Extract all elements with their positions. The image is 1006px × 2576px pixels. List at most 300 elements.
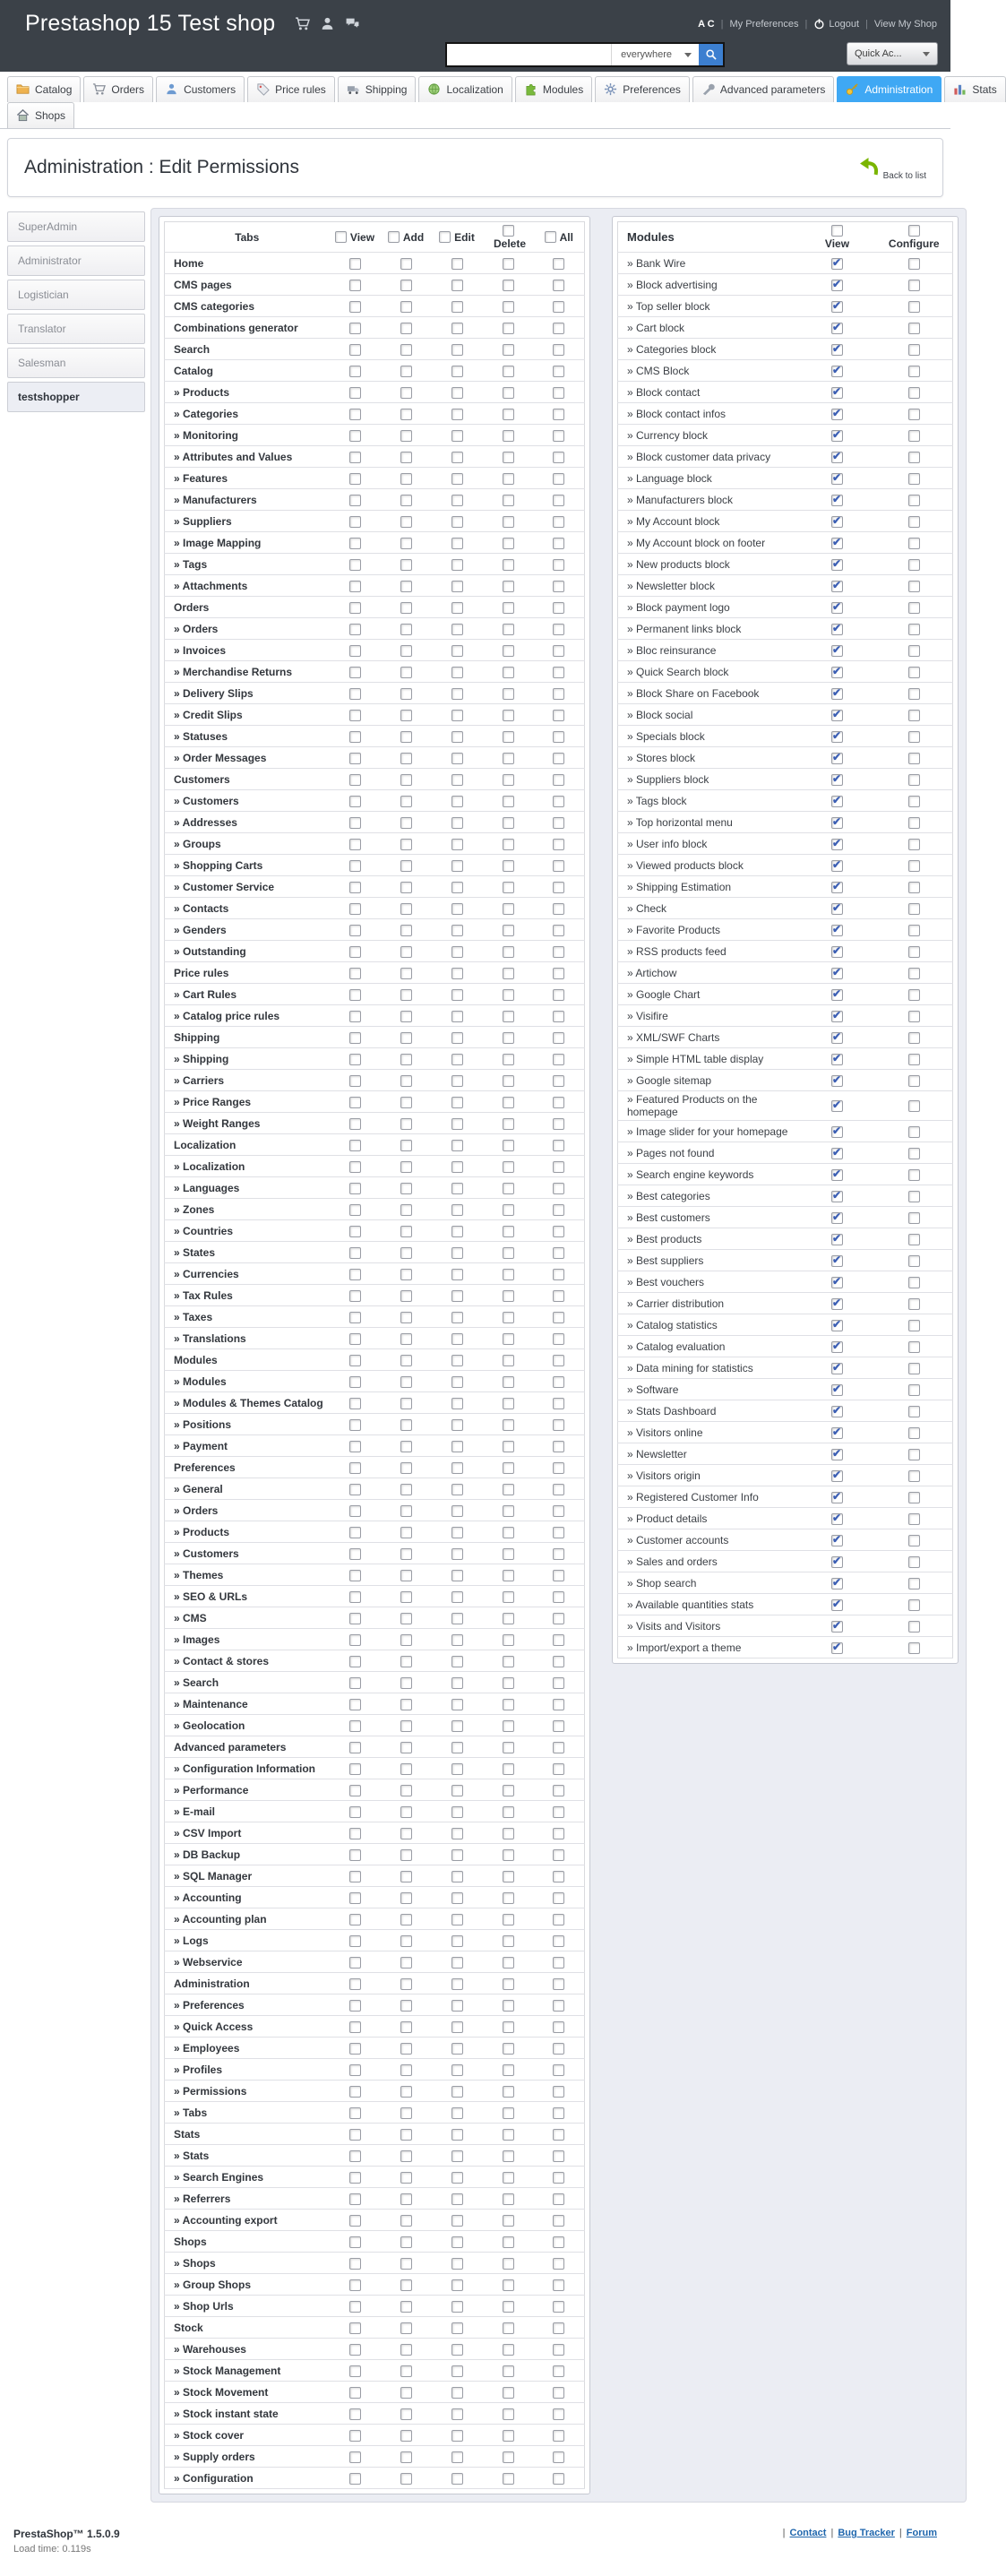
module-configure-checkbox[interactable]	[908, 1126, 920, 1138]
permission-delete-checkbox[interactable]	[503, 2064, 514, 2076]
nav-tab-modules[interactable]	[515, 76, 592, 102]
permission-add-checkbox[interactable]	[400, 2043, 412, 2055]
permission-delete-checkbox[interactable]	[503, 1290, 514, 1302]
profile-item-translator[interactable]: Translator	[7, 314, 145, 344]
permission-delete-checkbox[interactable]	[503, 2473, 514, 2485]
module-configure-checkbox[interactable]	[908, 1255, 920, 1267]
permission-delete-checkbox[interactable]	[503, 258, 514, 270]
my-preferences-link[interactable]: My Preferences	[729, 18, 799, 30]
permission-delete-checkbox[interactable]	[503, 1333, 514, 1345]
permission-add-checkbox[interactable]	[400, 1935, 412, 1947]
permission-add-checkbox[interactable]	[400, 1892, 412, 1904]
permission-edit-checkbox[interactable]	[451, 1699, 463, 1710]
select-all-all-checkbox[interactable]	[545, 231, 556, 243]
permission-view-checkbox[interactable]	[349, 1763, 361, 1775]
permission-view-checkbox[interactable]	[349, 2172, 361, 2184]
permission-all-checkbox[interactable]	[553, 667, 564, 678]
permission-delete-checkbox[interactable]	[503, 1097, 514, 1108]
permission-delete-checkbox[interactable]	[503, 366, 514, 377]
permission-view-checkbox[interactable]	[349, 2086, 361, 2098]
permission-view-checkbox[interactable]	[349, 1935, 361, 1947]
permission-view-checkbox[interactable]	[349, 1591, 361, 1603]
permission-edit-checkbox[interactable]	[451, 1140, 463, 1151]
permission-view-checkbox[interactable]	[349, 1462, 361, 1474]
permission-add-checkbox[interactable]	[400, 1785, 412, 1796]
permission-delete-checkbox[interactable]	[503, 2258, 514, 2270]
permission-all-checkbox[interactable]	[553, 280, 564, 291]
permission-all-checkbox[interactable]	[553, 344, 564, 356]
permission-add-checkbox[interactable]	[400, 430, 412, 442]
module-view-checkbox[interactable]	[831, 1363, 843, 1374]
select-all-configure-checkbox[interactable]	[908, 225, 920, 237]
permission-edit-checkbox[interactable]	[451, 2086, 463, 2098]
permission-add-checkbox[interactable]	[400, 1312, 412, 1323]
permission-all-checkbox[interactable]	[553, 817, 564, 829]
module-view-checkbox[interactable]	[831, 774, 843, 786]
permission-add-checkbox[interactable]	[400, 1462, 412, 1474]
permission-add-checkbox[interactable]	[400, 1419, 412, 1431]
permission-edit-checkbox[interactable]	[451, 1333, 463, 1345]
select-all-view-checkbox[interactable]	[335, 231, 347, 243]
permission-view-checkbox[interactable]	[349, 1849, 361, 1861]
permission-delete-checkbox[interactable]	[503, 1742, 514, 1753]
permission-delete-checkbox[interactable]	[503, 1484, 514, 1495]
permission-add-checkbox[interactable]	[400, 1591, 412, 1603]
permission-add-checkbox[interactable]	[400, 409, 412, 420]
module-view-checkbox[interactable]	[831, 1148, 843, 1159]
permission-add-checkbox[interactable]	[400, 1742, 412, 1753]
view-my-shop-link[interactable]: View My Shop	[873, 18, 937, 30]
permission-view-checkbox[interactable]	[349, 1376, 361, 1388]
nav-tab-customers[interactable]	[156, 76, 245, 102]
module-view-checkbox[interactable]	[831, 495, 843, 506]
permission-edit-checkbox[interactable]	[451, 624, 463, 635]
messages-icon[interactable]	[345, 16, 360, 31]
permission-edit-checkbox[interactable]	[451, 925, 463, 936]
permission-add-checkbox[interactable]	[400, 280, 412, 291]
permission-view-checkbox[interactable]	[349, 1548, 361, 1560]
permission-all-checkbox[interactable]	[553, 1312, 564, 1323]
permission-view-checkbox[interactable]	[349, 1742, 361, 1753]
permission-edit-checkbox[interactable]	[451, 2301, 463, 2313]
permission-delete-checkbox[interactable]	[503, 2387, 514, 2399]
permission-edit-checkbox[interactable]	[451, 2129, 463, 2141]
permission-edit-checkbox[interactable]	[451, 2000, 463, 2012]
permission-view-checkbox[interactable]	[349, 1011, 361, 1022]
permission-add-checkbox[interactable]	[400, 1333, 412, 1345]
permission-add-checkbox[interactable]	[400, 1140, 412, 1151]
permission-add-checkbox[interactable]	[400, 2387, 412, 2399]
module-configure-checkbox[interactable]	[908, 602, 920, 614]
permission-all-checkbox[interactable]	[553, 1677, 564, 1689]
module-configure-checkbox[interactable]	[908, 301, 920, 313]
module-view-checkbox[interactable]	[831, 366, 843, 377]
permission-delete-checkbox[interactable]	[503, 1763, 514, 1775]
permission-view-checkbox[interactable]	[349, 688, 361, 700]
permission-add-checkbox[interactable]	[400, 1054, 412, 1065]
permission-view-checkbox[interactable]	[349, 2150, 361, 2162]
permission-delete-checkbox[interactable]	[503, 753, 514, 764]
permission-add-checkbox[interactable]	[400, 903, 412, 915]
permission-edit-checkbox[interactable]	[451, 1355, 463, 1366]
permission-all-checkbox[interactable]	[553, 2193, 564, 2205]
permission-delete-checkbox[interactable]	[503, 1720, 514, 1732]
permission-view-checkbox[interactable]	[349, 1247, 361, 1259]
permission-delete-checkbox[interactable]	[503, 1957, 514, 1969]
module-configure-checkbox[interactable]	[908, 387, 920, 399]
module-configure-checkbox[interactable]	[908, 323, 920, 334]
permission-view-checkbox[interactable]	[349, 667, 361, 678]
permission-view-checkbox[interactable]	[349, 516, 361, 528]
permission-all-checkbox[interactable]	[553, 1333, 564, 1345]
permission-delete-checkbox[interactable]	[503, 1011, 514, 1022]
permission-view-checkbox[interactable]	[349, 710, 361, 721]
permission-view-checkbox[interactable]	[349, 860, 361, 872]
module-view-checkbox[interactable]	[831, 1126, 843, 1138]
module-view-checkbox[interactable]	[831, 581, 843, 592]
permission-all-checkbox[interactable]	[553, 860, 564, 872]
module-view-checkbox[interactable]	[831, 344, 843, 356]
permission-all-checkbox[interactable]	[553, 1527, 564, 1538]
module-configure-checkbox[interactable]	[908, 1032, 920, 1044]
permission-delete-checkbox[interactable]	[503, 1677, 514, 1689]
permission-all-checkbox[interactable]	[553, 1140, 564, 1151]
permission-edit-checkbox[interactable]	[451, 903, 463, 915]
module-configure-checkbox[interactable]	[908, 1642, 920, 1654]
permission-view-checkbox[interactable]	[349, 1914, 361, 1926]
permission-delete-checkbox[interactable]	[503, 452, 514, 463]
permission-delete-checkbox[interactable]	[503, 1892, 514, 1904]
permission-add-checkbox[interactable]	[400, 2322, 412, 2334]
permission-all-checkbox[interactable]	[553, 1054, 564, 1065]
permission-all-checkbox[interactable]	[553, 1118, 564, 1130]
permission-all-checkbox[interactable]	[553, 2215, 564, 2227]
permission-edit-checkbox[interactable]	[451, 968, 463, 979]
permission-view-checkbox[interactable]	[349, 2043, 361, 2055]
module-configure-checkbox[interactable]	[908, 1513, 920, 1525]
permission-delete-checkbox[interactable]	[503, 1570, 514, 1581]
permission-all-checkbox[interactable]	[553, 1871, 564, 1882]
permission-view-checkbox[interactable]	[349, 968, 361, 979]
permission-delete-checkbox[interactable]	[503, 1441, 514, 1452]
permission-delete-checkbox[interactable]	[503, 2451, 514, 2463]
permission-all-checkbox[interactable]	[553, 1548, 564, 1560]
permission-add-checkbox[interactable]	[400, 323, 412, 334]
permission-view-checkbox[interactable]	[349, 559, 361, 571]
nav-tab-price-rules[interactable]	[247, 76, 335, 102]
select-all-view-checkbox[interactable]	[831, 225, 843, 237]
module-view-checkbox[interactable]	[831, 796, 843, 807]
permission-view-checkbox[interactable]	[349, 1441, 361, 1452]
permission-edit-checkbox[interactable]	[451, 2473, 463, 2485]
permission-delete-checkbox[interactable]	[503, 430, 514, 442]
permission-delete-checkbox[interactable]	[503, 645, 514, 657]
permission-add-checkbox[interactable]	[400, 2215, 412, 2227]
permission-view-checkbox[interactable]	[349, 882, 361, 893]
permission-delete-checkbox[interactable]	[503, 2236, 514, 2248]
permission-edit-checkbox[interactable]	[451, 796, 463, 807]
permission-all-checkbox[interactable]	[553, 258, 564, 270]
permission-add-checkbox[interactable]	[400, 2258, 412, 2270]
permission-add-checkbox[interactable]	[400, 301, 412, 313]
profile-item-administrator[interactable]: Administrator	[7, 246, 145, 276]
permission-edit-checkbox[interactable]	[451, 1591, 463, 1603]
permission-view-checkbox[interactable]	[349, 1828, 361, 1839]
module-view-checkbox[interactable]	[831, 1169, 843, 1181]
module-view-checkbox[interactable]	[831, 731, 843, 743]
module-configure-checkbox[interactable]	[908, 645, 920, 657]
permission-add-checkbox[interactable]	[400, 1484, 412, 1495]
permission-add-checkbox[interactable]	[400, 667, 412, 678]
module-configure-checkbox[interactable]	[908, 280, 920, 291]
permission-edit-checkbox[interactable]	[451, 387, 463, 399]
module-view-checkbox[interactable]	[831, 903, 843, 915]
permission-add-checkbox[interactable]	[400, 1677, 412, 1689]
module-configure-checkbox[interactable]	[908, 1169, 920, 1181]
permission-edit-checkbox[interactable]	[451, 1849, 463, 1861]
permission-add-checkbox[interactable]	[400, 344, 412, 356]
permission-edit-checkbox[interactable]	[451, 1484, 463, 1495]
module-configure-checkbox[interactable]	[908, 1320, 920, 1331]
permission-delete-checkbox[interactable]	[503, 1118, 514, 1130]
permission-delete-checkbox[interactable]	[503, 860, 514, 872]
permission-all-checkbox[interactable]	[553, 1355, 564, 1366]
permission-edit-checkbox[interactable]	[451, 430, 463, 442]
module-view-checkbox[interactable]	[831, 258, 843, 270]
permission-delete-checkbox[interactable]	[503, 1204, 514, 1216]
permission-delete-checkbox[interactable]	[503, 2150, 514, 2162]
module-view-checkbox[interactable]	[831, 946, 843, 958]
module-configure-checkbox[interactable]	[908, 1427, 920, 1439]
permission-delete-checkbox[interactable]	[503, 1849, 514, 1861]
module-view-checkbox[interactable]	[831, 860, 843, 872]
module-configure-checkbox[interactable]	[908, 1578, 920, 1590]
permission-add-checkbox[interactable]	[400, 2086, 412, 2098]
permission-add-checkbox[interactable]	[400, 1032, 412, 1044]
permission-all-checkbox[interactable]	[553, 1505, 564, 1517]
nav-tab-stats[interactable]	[944, 76, 1005, 102]
permission-add-checkbox[interactable]	[400, 2365, 412, 2377]
permission-delete-checkbox[interactable]	[503, 2430, 514, 2442]
permission-edit-checkbox[interactable]	[451, 1419, 463, 1431]
permission-all-checkbox[interactable]	[553, 1892, 564, 1904]
permission-edit-checkbox[interactable]	[451, 559, 463, 571]
module-view-checkbox[interactable]	[831, 624, 843, 635]
permission-add-checkbox[interactable]	[400, 602, 412, 614]
permission-all-checkbox[interactable]	[553, 882, 564, 893]
permission-view-checkbox[interactable]	[349, 1720, 361, 1732]
permission-edit-checkbox[interactable]	[451, 1828, 463, 1839]
permission-view-checkbox[interactable]	[349, 925, 361, 936]
permission-all-checkbox[interactable]	[553, 1656, 564, 1667]
permission-delete-checkbox[interactable]	[503, 731, 514, 743]
permission-edit-checkbox[interactable]	[451, 1376, 463, 1388]
permission-add-checkbox[interactable]	[400, 1763, 412, 1775]
permission-add-checkbox[interactable]	[400, 2193, 412, 2205]
permission-view-checkbox[interactable]	[349, 2000, 361, 2012]
permission-add-checkbox[interactable]	[400, 624, 412, 635]
nav-tab-localization[interactable]	[418, 76, 512, 102]
permission-all-checkbox[interactable]	[553, 1419, 564, 1431]
footer-link-contact[interactable]: Contact	[789, 2528, 827, 2539]
module-view-checkbox[interactable]	[831, 1599, 843, 1611]
permission-view-checkbox[interactable]	[349, 2193, 361, 2205]
profile-item-logistician[interactable]: Logistician	[7, 280, 145, 310]
permission-all-checkbox[interactable]	[553, 2473, 564, 2485]
permission-view-checkbox[interactable]	[349, 258, 361, 270]
permission-edit-checkbox[interactable]	[451, 817, 463, 829]
module-view-checkbox[interactable]	[831, 1578, 843, 1590]
permission-view-checkbox[interactable]	[349, 645, 361, 657]
module-configure-checkbox[interactable]	[908, 1363, 920, 1374]
module-configure-checkbox[interactable]	[908, 688, 920, 700]
permission-edit-checkbox[interactable]	[451, 1935, 463, 1947]
permission-add-checkbox[interactable]	[400, 581, 412, 592]
permission-add-checkbox[interactable]	[400, 817, 412, 829]
permission-edit-checkbox[interactable]	[451, 1548, 463, 1560]
permission-edit-checkbox[interactable]	[451, 882, 463, 893]
nav-tab-shops[interactable]	[7, 102, 74, 128]
permission-delete-checkbox[interactable]	[503, 2322, 514, 2334]
permission-add-checkbox[interactable]	[400, 2107, 412, 2119]
permission-all-checkbox[interactable]	[553, 1570, 564, 1581]
permission-edit-checkbox[interactable]	[451, 710, 463, 721]
module-view-checkbox[interactable]	[831, 1011, 843, 1022]
permission-all-checkbox[interactable]	[553, 1011, 564, 1022]
permission-view-checkbox[interactable]	[349, 1871, 361, 1882]
module-configure-checkbox[interactable]	[908, 1100, 920, 1112]
module-view-checkbox[interactable]	[831, 1556, 843, 1568]
permission-edit-checkbox[interactable]	[451, 2193, 463, 2205]
module-configure-checkbox[interactable]	[908, 1406, 920, 1417]
module-configure-checkbox[interactable]	[908, 710, 920, 721]
permission-view-checkbox[interactable]	[349, 753, 361, 764]
module-configure-checkbox[interactable]	[908, 667, 920, 678]
permission-add-checkbox[interactable]	[400, 774, 412, 786]
module-configure-checkbox[interactable]	[908, 925, 920, 936]
permission-all-checkbox[interactable]	[553, 1247, 564, 1259]
permission-view-checkbox[interactable]	[349, 1204, 361, 1216]
permission-edit-checkbox[interactable]	[451, 1054, 463, 1065]
permission-delete-checkbox[interactable]	[503, 581, 514, 592]
permission-view-checkbox[interactable]	[349, 1183, 361, 1194]
module-view-checkbox[interactable]	[831, 538, 843, 549]
permission-delete-checkbox[interactable]	[503, 796, 514, 807]
permission-view-checkbox[interactable]	[349, 1032, 361, 1044]
permission-delete-checkbox[interactable]	[503, 280, 514, 291]
permission-all-checkbox[interactable]	[553, 1613, 564, 1624]
permission-delete-checkbox[interactable]	[503, 2172, 514, 2184]
permission-delete-checkbox[interactable]	[503, 1312, 514, 1323]
permission-all-checkbox[interactable]	[553, 538, 564, 549]
permission-all-checkbox[interactable]	[553, 1183, 564, 1194]
permission-add-checkbox[interactable]	[400, 1355, 412, 1366]
permission-edit-checkbox[interactable]	[451, 839, 463, 850]
module-view-checkbox[interactable]	[831, 280, 843, 291]
permission-add-checkbox[interactable]	[400, 731, 412, 743]
nav-tab-orders[interactable]	[83, 76, 153, 102]
permission-delete-checkbox[interactable]	[503, 495, 514, 506]
permission-all-checkbox[interactable]	[553, 1785, 564, 1796]
search-scope-select[interactable]	[611, 44, 699, 65]
permission-all-checkbox[interactable]	[553, 1699, 564, 1710]
permission-all-checkbox[interactable]	[553, 1828, 564, 1839]
permission-delete-checkbox[interactable]	[503, 1054, 514, 1065]
module-configure-checkbox[interactable]	[908, 409, 920, 420]
permission-all-checkbox[interactable]	[553, 602, 564, 614]
module-view-checkbox[interactable]	[831, 516, 843, 528]
permission-add-checkbox[interactable]	[400, 1871, 412, 1882]
permission-view-checkbox[interactable]	[349, 1957, 361, 1969]
profile-item-salesman[interactable]: Salesman	[7, 348, 145, 378]
permission-all-checkbox[interactable]	[553, 1591, 564, 1603]
back-to-list-button[interactable]	[856, 154, 926, 182]
permission-view-checkbox[interactable]	[349, 1978, 361, 1990]
permission-all-checkbox[interactable]	[553, 1634, 564, 1646]
permission-all-checkbox[interactable]	[553, 2000, 564, 2012]
permission-edit-checkbox[interactable]	[451, 581, 463, 592]
module-view-checkbox[interactable]	[831, 710, 843, 721]
permission-all-checkbox[interactable]	[553, 1075, 564, 1087]
permission-delete-checkbox[interactable]	[503, 602, 514, 614]
permission-add-checkbox[interactable]	[400, 516, 412, 528]
module-view-checkbox[interactable]	[831, 753, 843, 764]
permission-delete-checkbox[interactable]	[503, 1376, 514, 1388]
module-configure-checkbox[interactable]	[908, 473, 920, 485]
permission-edit-checkbox[interactable]	[451, 1290, 463, 1302]
cart-icon[interactable]	[295, 16, 310, 31]
module-configure-checkbox[interactable]	[908, 452, 920, 463]
module-configure-checkbox[interactable]	[908, 1075, 920, 1087]
permission-delete-checkbox[interactable]	[503, 1527, 514, 1538]
permission-view-checkbox[interactable]	[349, 989, 361, 1001]
permission-all-checkbox[interactable]	[553, 731, 564, 743]
permission-view-checkbox[interactable]	[349, 1484, 361, 1495]
permission-add-checkbox[interactable]	[400, 366, 412, 377]
permission-delete-checkbox[interactable]	[503, 1978, 514, 1990]
permission-edit-checkbox[interactable]	[451, 1570, 463, 1581]
module-view-checkbox[interactable]	[831, 925, 843, 936]
permission-add-checkbox[interactable]	[400, 753, 412, 764]
permission-view-checkbox[interactable]	[349, 1161, 361, 1173]
module-configure-checkbox[interactable]	[908, 366, 920, 377]
permission-delete-checkbox[interactable]	[503, 1548, 514, 1560]
permission-view-checkbox[interactable]	[349, 602, 361, 614]
permission-all-checkbox[interactable]	[553, 688, 564, 700]
permission-view-checkbox[interactable]	[349, 817, 361, 829]
permission-add-checkbox[interactable]	[400, 710, 412, 721]
logout-link[interactable]	[813, 18, 859, 30]
module-configure-checkbox[interactable]	[908, 1384, 920, 1396]
quick-access-dropdown[interactable]	[847, 42, 938, 65]
permission-add-checkbox[interactable]	[400, 946, 412, 958]
permission-view-checkbox[interactable]	[349, 796, 361, 807]
permission-edit-checkbox[interactable]	[451, 1398, 463, 1409]
search-input[interactable]	[447, 44, 611, 65]
permission-add-checkbox[interactable]	[400, 1548, 412, 1560]
permission-add-checkbox[interactable]	[400, 1570, 412, 1581]
permission-edit-checkbox[interactable]	[451, 1742, 463, 1753]
permission-view-checkbox[interactable]	[349, 1075, 361, 1087]
permission-add-checkbox[interactable]	[400, 1806, 412, 1818]
module-view-checkbox[interactable]	[831, 1054, 843, 1065]
permission-delete-checkbox[interactable]	[503, 1785, 514, 1796]
permission-all-checkbox[interactable]	[553, 1978, 564, 1990]
permission-view-checkbox[interactable]	[349, 430, 361, 442]
permission-view-checkbox[interactable]	[349, 2279, 361, 2291]
permission-edit-checkbox[interactable]	[451, 1806, 463, 1818]
module-configure-checkbox[interactable]	[908, 1191, 920, 1202]
